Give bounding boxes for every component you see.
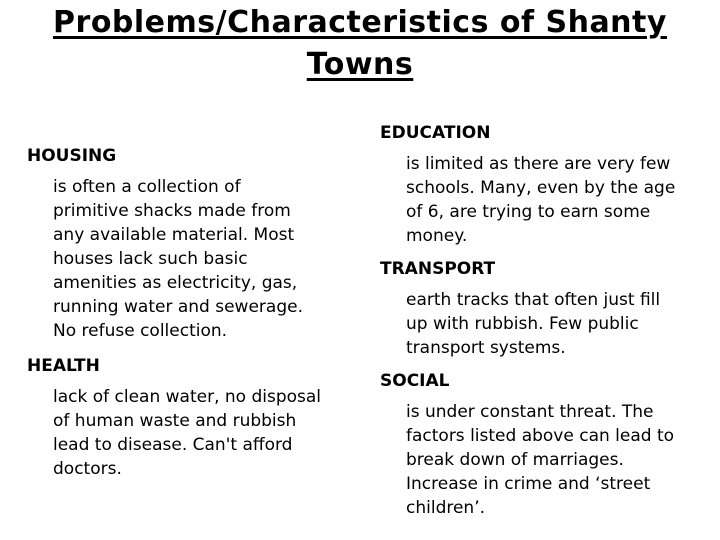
section-heading: TRANSPORT — [380, 259, 496, 279]
section-education — [380, 122, 715, 248]
section-social — [380, 370, 715, 520]
left-column — [27, 145, 357, 493]
section-heading: SOCIAL — [380, 371, 450, 391]
section-text: earth tracks that often just fill up with rubbish. Few public transport systems. — [406, 290, 661, 358]
section-transport — [380, 258, 715, 360]
section-text: is often a collection of primitive shacks made from any available material. Most houses lack such basic amenities as electricity, gas, running water and sewerage. No refuse collection. — [53, 177, 303, 341]
section-heading: HEALTH — [27, 356, 100, 376]
section-text: is under constant threat. The factors listed above can lead to break down of marriages. Increase in crime and ‘street children’. — [406, 402, 675, 518]
section-housing — [27, 145, 357, 343]
section-text: lack of clean water, no disposal of human waste and rubbish lead to disease. Can't afford doctors. — [53, 387, 322, 479]
page-title: Problems/Characteristics of Shanty Towns — [53, 5, 667, 82]
section-heading: EDUCATION — [380, 123, 491, 143]
section-health — [27, 355, 357, 481]
section-heading: HOUSING — [27, 146, 117, 166]
right-column — [380, 122, 715, 530]
section-text: is limited as there are very few schools. Many, even by the age of 6, are trying to earn some money. — [406, 154, 676, 246]
